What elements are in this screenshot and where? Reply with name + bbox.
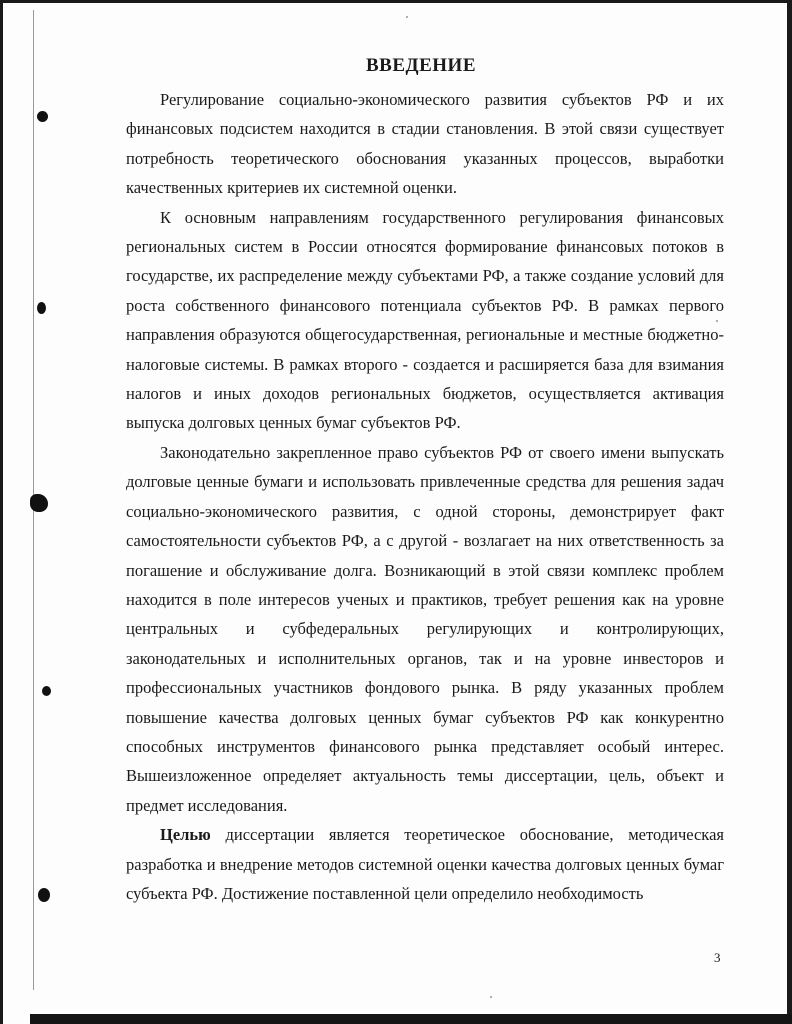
scan-speck [490, 996, 492, 998]
scan-speck [406, 16, 408, 18]
paragraph-1: Регулирование социально-экономического развития субъектов РФ и их финансовых подсистем находится в стадии становления. В этой связи существует потребность теоретического обоснования указанных процессов, выработки качественных критериев их системной оценки. [126, 90, 724, 198]
scan-edge-bottom [30, 1014, 792, 1024]
binder-hole-icon [38, 888, 50, 902]
page-number: 3 [714, 950, 721, 965]
paragraph-4-text: диссертации является теоретическое обоснование, методическая разработка и внедрение методов системной оценки качества долговых ценных бумаг субъекта РФ. Достижение поставленной цели определило необходимость [126, 825, 724, 903]
binder-hole-icon [37, 302, 46, 314]
page-title: ВВЕДЕНИЕ [366, 55, 476, 76]
scan-edge-left [0, 0, 3, 1024]
paragraph-4 [126, 820, 724, 908]
body-text [126, 85, 724, 908]
scan-edge-right [787, 0, 792, 1024]
scan-edge-top [0, 0, 792, 3]
binder-hole-icon [42, 686, 51, 696]
binder-hole-icon [30, 494, 48, 512]
paragraph-3: Законодательно закрепленное право субъектов РФ от своего имени выпускать долговые ценные бумаги и использовать привлеченные средства для решения задач социально-экономического развития, с одной стороны, демонстрирует факт самостоятельности субъектов РФ, а с другой - возлагает на них ответственность за погашение и обслуживание долга. Возникающий в этой связи комплекс проблем находится в поле интересов ученых и практиков, требует решения как на уровне центральных и субфедеральных регулирующих и контролирующих, законодательных и исполнительных органов, так и на уровне инвесторов и профессиональных участников фондового рынка. В ряду указанных проблем повышение качества долговых ценных бумаг субъектов РФ как конкурентно способных инструментов финансового рынка представляет особый интерес. Вышеизложенное определяет актуальность темы диссертации, цель, объект и предмет исследования. [126, 442, 724, 815]
paragraph-4-bold-lead: Целью [160, 825, 211, 845]
paragraph-2: К основным направлениям государственного регулирования финансовых региональных систем в России относятся формирование финансовых потоков в государстве, их распределение между субъектами РФ, а также создание условий для роста собственного финансового потенциала субъектов РФ. В рамках первого направления образуются общегосударственная, региональные и местные бюджетно-налоговые системы. В рамках второго - создается и расширяется база для взимания налогов и иных доходов региональных бюджетов, осуществляется активация выпуска долговых ценных бумаг субъектов РФ. [126, 207, 724, 433]
binder-hole-icon [37, 111, 48, 122]
